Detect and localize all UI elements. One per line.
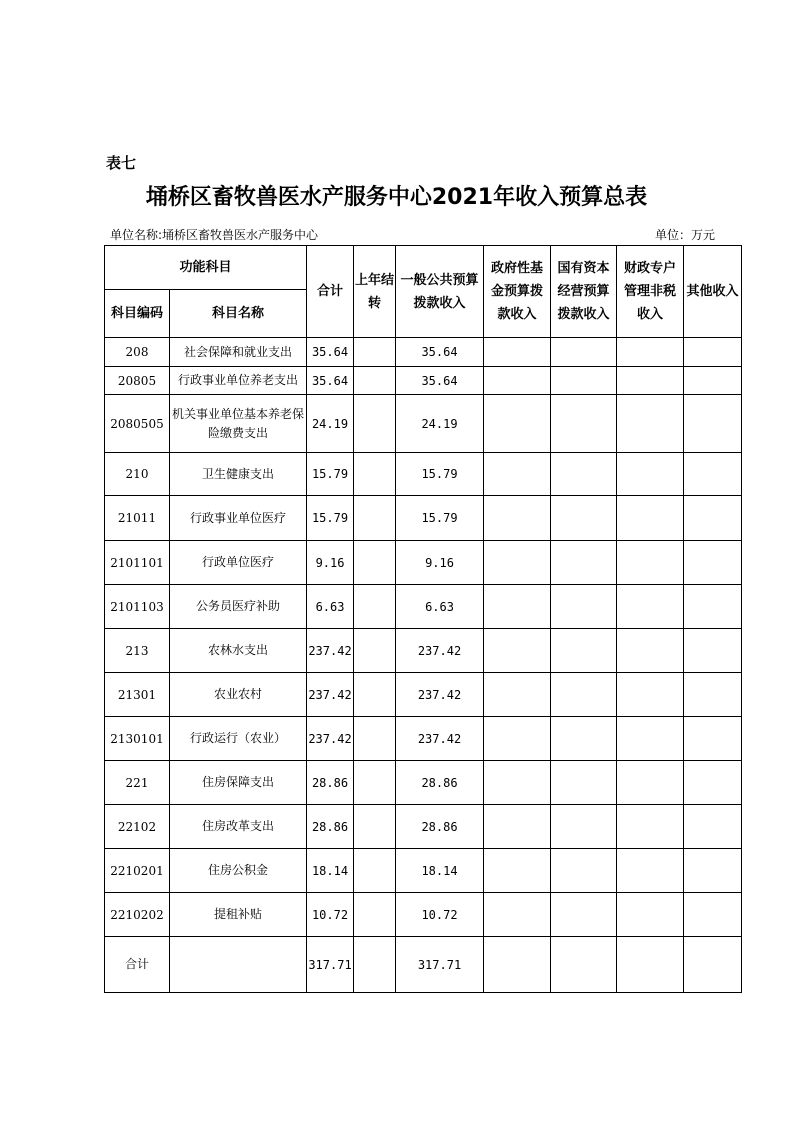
gov-fund-cell — [484, 453, 551, 496]
gov-fund-cell — [484, 629, 551, 673]
state-capital-cell — [551, 937, 617, 993]
carryover-cell — [354, 805, 396, 849]
subject-code-cell: 2130101 — [105, 717, 170, 761]
table-row — [105, 893, 742, 937]
fiscal-special-cell — [617, 673, 684, 717]
subject-code-cell: 221 — [105, 761, 170, 805]
header-state-capital: 国有资本经营预算拨款收入 — [551, 246, 617, 338]
gov-fund-cell — [484, 496, 551, 541]
carryover-cell — [354, 893, 396, 937]
total-label-cell: 合计 — [105, 937, 170, 993]
state-capital-cell — [551, 673, 617, 717]
gov-fund-cell — [484, 893, 551, 937]
budget-table — [104, 245, 742, 993]
other-cell — [684, 585, 742, 629]
carryover-cell — [354, 717, 396, 761]
other-cell — [684, 717, 742, 761]
gov-fund-cell — [484, 541, 551, 585]
header-subject-code: 科目编码 — [105, 290, 170, 338]
gov-fund-cell — [484, 849, 551, 893]
other-cell — [684, 395, 742, 453]
carryover-cell — [354, 453, 396, 496]
general-budget-cell: 9.16 — [396, 541, 484, 585]
fiscal-special-cell — [617, 629, 684, 673]
fiscal-special-cell — [617, 937, 684, 993]
subject-name-cell: 住房保障支出 — [170, 761, 307, 805]
fiscal-special-cell — [617, 395, 684, 453]
subject-name-cell: 住房改革支出 — [170, 805, 307, 849]
general-budget-cell: 237.42 — [396, 717, 484, 761]
carryover-cell — [354, 395, 396, 453]
subject-code-cell: 2080505 — [105, 395, 170, 453]
total-cell: 18.14 — [307, 849, 354, 893]
total-cell: 10.72 — [307, 893, 354, 937]
total-cell: 15.79 — [307, 453, 354, 496]
table-row — [105, 496, 742, 541]
gov-fund-cell — [484, 338, 551, 367]
state-capital-cell — [551, 496, 617, 541]
subject-code-cell: 21011 — [105, 496, 170, 541]
gov-fund-cell — [484, 367, 551, 395]
gov-fund-cell — [484, 805, 551, 849]
general-budget-cell: 28.86 — [396, 761, 484, 805]
subject-name-cell: 机关事业单位基本养老保险缴费支出 — [170, 395, 307, 453]
other-cell — [684, 367, 742, 395]
gov-fund-cell — [484, 673, 551, 717]
carryover-cell — [354, 673, 396, 717]
general-budget-cell: 237.42 — [396, 629, 484, 673]
other-cell — [684, 805, 742, 849]
carryover-cell — [354, 849, 396, 893]
other-cell — [684, 761, 742, 805]
subject-code-cell: 20805 — [105, 367, 170, 395]
table-row — [105, 453, 742, 496]
other-cell — [684, 338, 742, 367]
total-cell: 237.42 — [307, 673, 354, 717]
total-cell: 35.64 — [307, 367, 354, 395]
table-row — [105, 395, 742, 453]
state-capital-cell — [551, 761, 617, 805]
subject-code-cell: 210 — [105, 453, 170, 496]
subject-code-cell: 2210202 — [105, 893, 170, 937]
header-carryover: 上年结转 — [354, 246, 396, 338]
other-cell — [684, 673, 742, 717]
general-budget-cell: 10.72 — [396, 893, 484, 937]
gov-fund-cell — [484, 585, 551, 629]
state-capital-cell — [551, 395, 617, 453]
total-cell: 9.16 — [307, 541, 354, 585]
header-total: 合计 — [307, 246, 354, 338]
subject-name-cell: 农业农村 — [170, 673, 307, 717]
header-subject-name: 科目名称 — [170, 290, 307, 338]
state-capital-cell — [551, 585, 617, 629]
carryover-cell — [354, 585, 396, 629]
total-row — [105, 937, 742, 993]
fiscal-special-cell — [617, 496, 684, 541]
subject-code-cell: 22102 — [105, 805, 170, 849]
fiscal-special-cell — [617, 849, 684, 893]
general-budget-cell: 18.14 — [396, 849, 484, 893]
total-cell: 28.86 — [307, 761, 354, 805]
general-budget-cell: 28.86 — [396, 805, 484, 849]
total-cell: 317.71 — [307, 937, 354, 993]
other-cell — [684, 541, 742, 585]
total-cell: 237.42 — [307, 717, 354, 761]
subject-code-cell: 2101101 — [105, 541, 170, 585]
table-row — [105, 629, 742, 673]
table-row — [105, 367, 742, 395]
general-budget-cell: 15.79 — [396, 453, 484, 496]
subject-name-cell: 提租补贴 — [170, 893, 307, 937]
total-name-cell — [170, 937, 307, 993]
table-row — [105, 673, 742, 717]
other-cell — [684, 849, 742, 893]
total-cell: 28.86 — [307, 805, 354, 849]
table-row — [105, 541, 742, 585]
general-budget-cell: 237.42 — [396, 673, 484, 717]
table-row — [105, 338, 742, 367]
gov-fund-cell — [484, 717, 551, 761]
total-cell: 237.42 — [307, 629, 354, 673]
state-capital-cell — [551, 338, 617, 367]
header-other: 其他收入 — [684, 246, 742, 338]
general-budget-cell: 15.79 — [396, 496, 484, 541]
fiscal-special-cell — [617, 367, 684, 395]
state-capital-cell — [551, 629, 617, 673]
fiscal-special-cell — [617, 893, 684, 937]
unit-name: 单位名称:埇桥区畜牧兽医水产服务中心 — [110, 228, 319, 242]
fiscal-special-cell — [617, 453, 684, 496]
carryover-cell — [354, 367, 396, 395]
other-cell — [684, 496, 742, 541]
table-row — [105, 761, 742, 805]
subject-name-cell: 行政运行（农业） — [170, 717, 307, 761]
subject-name-cell: 行政事业单位医疗 — [170, 496, 307, 541]
general-budget-cell: 35.64 — [396, 367, 484, 395]
fiscal-special-cell — [617, 805, 684, 849]
state-capital-cell — [551, 367, 617, 395]
carryover-cell — [354, 338, 396, 367]
table-row — [105, 585, 742, 629]
state-capital-cell — [551, 541, 617, 585]
other-cell — [684, 937, 742, 993]
subject-name-cell: 住房公积金 — [170, 849, 307, 893]
state-capital-cell — [551, 717, 617, 761]
subject-code-cell: 21301 — [105, 673, 170, 717]
state-capital-cell — [551, 893, 617, 937]
other-cell — [684, 629, 742, 673]
other-cell — [684, 453, 742, 496]
gov-fund-cell — [484, 937, 551, 993]
table-row — [105, 805, 742, 849]
header-fiscal-special: 财政专户管理非税收入 — [617, 246, 684, 338]
subject-name-cell: 行政单位医疗 — [170, 541, 307, 585]
state-capital-cell — [551, 453, 617, 496]
other-cell — [684, 893, 742, 937]
fiscal-special-cell — [617, 761, 684, 805]
carryover-cell — [354, 541, 396, 585]
table-row — [105, 717, 742, 761]
general-budget-cell: 317.71 — [396, 937, 484, 993]
header-functional-subject: 功能科目 — [105, 246, 307, 290]
subject-name-cell: 公务员医疗补助 — [170, 585, 307, 629]
subject-code-cell: 2210201 — [105, 849, 170, 893]
total-cell: 35.64 — [307, 338, 354, 367]
subject-name-cell: 行政事业单位养老支出 — [170, 367, 307, 395]
header-general-budget: 一般公共预算拨款收入 — [396, 246, 484, 338]
subject-code-cell: 2101103 — [105, 585, 170, 629]
subject-name-cell: 农林水支出 — [170, 629, 307, 673]
state-capital-cell — [551, 805, 617, 849]
fiscal-special-cell — [617, 717, 684, 761]
total-cell: 15.79 — [307, 496, 354, 541]
carryover-cell — [354, 937, 396, 993]
gov-fund-cell — [484, 395, 551, 453]
general-budget-cell: 24.19 — [396, 395, 484, 453]
page-title: 埇桥区畜牧兽医水产服务中心2021年收入预算总表 — [145, 185, 648, 210]
fiscal-special-cell — [617, 338, 684, 367]
table-row — [105, 849, 742, 893]
table-label: 表七 — [106, 154, 137, 172]
subject-code-cell: 208 — [105, 338, 170, 367]
total-cell: 6.63 — [307, 585, 354, 629]
state-capital-cell — [551, 849, 617, 893]
gov-fund-cell — [484, 761, 551, 805]
subject-code-cell: 213 — [105, 629, 170, 673]
carryover-cell — [354, 761, 396, 805]
subject-name-cell: 卫生健康支出 — [170, 453, 307, 496]
fiscal-special-cell — [617, 585, 684, 629]
header-gov-fund: 政府性基金预算拨款收入 — [484, 246, 551, 338]
subject-name-cell: 社会保障和就业支出 — [170, 338, 307, 367]
general-budget-cell: 6.63 — [396, 585, 484, 629]
carryover-cell — [354, 629, 396, 673]
general-budget-cell: 35.64 — [396, 338, 484, 367]
total-cell: 24.19 — [307, 395, 354, 453]
carryover-cell — [354, 496, 396, 541]
fiscal-special-cell — [617, 541, 684, 585]
unit-label: 单位：万元 — [654, 228, 715, 242]
